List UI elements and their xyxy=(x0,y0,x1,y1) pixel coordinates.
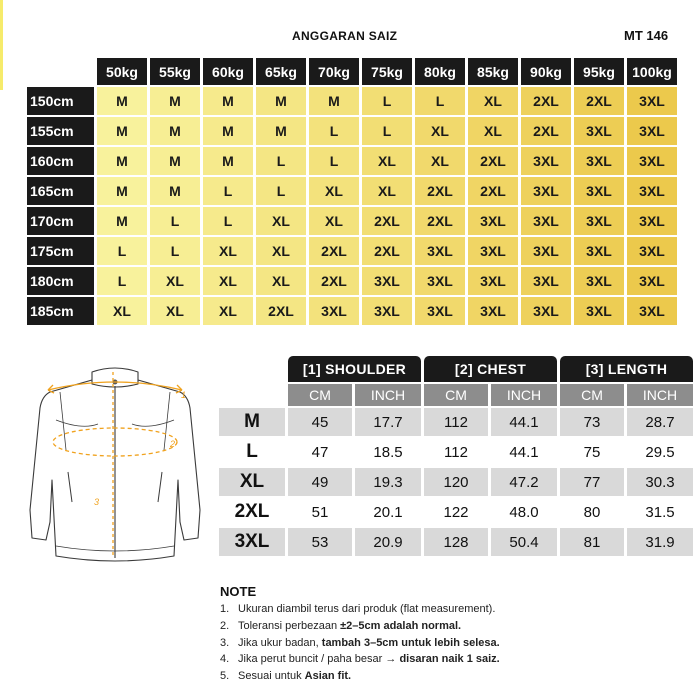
unit-header: CM xyxy=(424,384,488,406)
note-number: 5. xyxy=(220,670,230,683)
size-cell: XL xyxy=(309,207,359,235)
cm-value: 80 xyxy=(560,498,624,526)
size-cell: M xyxy=(309,87,359,115)
weight-header-row xyxy=(27,58,677,85)
note-number: 4. xyxy=(220,653,230,666)
size-cell: 3XL xyxy=(574,237,624,265)
size-matrix-row xyxy=(27,177,677,205)
size-cell: 3XL xyxy=(468,267,518,295)
size-cell: 3XL xyxy=(574,297,624,325)
size-cell: M xyxy=(256,117,306,145)
size-label: XL xyxy=(219,468,285,496)
size-cell: 3XL xyxy=(574,267,624,295)
size-cell: XL xyxy=(203,297,253,325)
weight-header: 90kg xyxy=(521,58,571,85)
size-cell: XL xyxy=(150,297,200,325)
measurement-row xyxy=(219,528,693,556)
chest-header: [2] CHEST xyxy=(424,356,557,382)
size-cell: M xyxy=(150,177,200,205)
weight-header: 65kg xyxy=(256,58,306,85)
size-cell: L xyxy=(362,117,412,145)
size-label: L xyxy=(219,438,285,466)
size-matrix-row xyxy=(27,297,677,325)
size-matrix-row xyxy=(27,237,677,265)
height-header: 155cm xyxy=(27,117,94,145)
size-cell: L xyxy=(309,147,359,175)
note-bold-text: Asian fit. xyxy=(304,670,352,683)
note-bold-text: tambah 3–5cm untuk lebih selesa. xyxy=(321,636,500,649)
size-cell: M xyxy=(150,147,200,175)
measurement-group-row xyxy=(219,356,693,382)
inch-value: 30.3 xyxy=(627,468,693,496)
inch-value: 44.1 xyxy=(491,438,557,466)
size-cell: XL xyxy=(362,177,412,205)
size-cell: M xyxy=(203,87,253,115)
inch-value: 50.4 xyxy=(491,528,557,556)
size-matrix-row xyxy=(27,267,677,295)
note-item xyxy=(220,635,500,652)
inch-value: 18.5 xyxy=(355,438,421,466)
label-2: 2 xyxy=(170,439,176,449)
empty-corner xyxy=(219,384,285,406)
unit-header: CM xyxy=(288,384,352,406)
cm-value: 128 xyxy=(424,528,488,556)
note-item xyxy=(220,668,500,685)
size-cell: XL xyxy=(362,147,412,175)
weight-header: 80kg xyxy=(415,58,465,85)
size-matrix-row xyxy=(27,147,677,175)
size-cell: 2XL xyxy=(521,87,571,115)
size-cell: XL xyxy=(203,237,253,265)
size-cell: M xyxy=(150,87,200,115)
cm-value: 75 xyxy=(560,438,624,466)
size-cell: 2XL xyxy=(256,297,306,325)
cm-value: 122 xyxy=(424,498,488,526)
measurement-body xyxy=(219,408,693,556)
size-label: 2XL xyxy=(219,498,285,526)
size-cell: 3XL xyxy=(627,237,677,265)
measurement-row xyxy=(219,468,693,496)
inch-value: 20.9 xyxy=(355,528,421,556)
size-cell: 2XL xyxy=(362,207,412,235)
size-cell: 3XL xyxy=(627,207,677,235)
size-label: M xyxy=(219,408,285,436)
size-cell: 2XL xyxy=(309,267,359,295)
cm-value: 49 xyxy=(288,468,352,496)
size-cell: 3XL xyxy=(362,297,412,325)
cm-value: 73 xyxy=(560,408,624,436)
size-cell: L xyxy=(256,147,306,175)
size-cell: L xyxy=(150,207,200,235)
size-label: 3XL xyxy=(219,528,285,556)
weight-header: 50kg xyxy=(97,58,147,85)
size-cell: 3XL xyxy=(521,237,571,265)
size-cell: 3XL xyxy=(627,147,677,175)
size-cell: XL xyxy=(256,207,306,235)
note-bold-text: disaran naik 1 saiz. xyxy=(399,653,500,666)
unit-header: CM xyxy=(560,384,624,406)
weight-header: 95kg xyxy=(574,58,624,85)
size-cell: M xyxy=(97,117,147,145)
size-cell: 3XL xyxy=(521,147,571,175)
measurement-row xyxy=(219,498,693,526)
inch-value: 44.1 xyxy=(491,408,557,436)
size-cell: L xyxy=(97,267,147,295)
unit-header: INCH xyxy=(355,384,421,406)
size-cell: XL xyxy=(468,87,518,115)
size-cell: M xyxy=(256,87,306,115)
cm-value: 112 xyxy=(424,438,488,466)
size-cell: M xyxy=(97,147,147,175)
chart-title: ANGGARAN SAIZ xyxy=(292,29,398,43)
size-cell: L xyxy=(256,177,306,205)
inch-value: 29.5 xyxy=(627,438,693,466)
measurement-row xyxy=(219,438,693,466)
size-cell: L xyxy=(97,237,147,265)
unit-header: INCH xyxy=(491,384,557,406)
note-number: 3. xyxy=(220,636,230,649)
size-cell: M xyxy=(97,207,147,235)
inch-value: 31.5 xyxy=(627,498,693,526)
size-cell: M xyxy=(203,147,253,175)
size-cell: 3XL xyxy=(574,147,624,175)
size-cell: XL xyxy=(150,267,200,295)
size-cell: 3XL xyxy=(521,177,571,205)
size-cell: 2XL xyxy=(468,147,518,175)
size-cell: 3XL xyxy=(574,207,624,235)
jacket-diagram xyxy=(20,360,210,570)
size-matrix-body xyxy=(27,87,677,325)
size-matrix-row xyxy=(27,87,677,115)
cm-value: 81 xyxy=(560,528,624,556)
inch-value: 28.7 xyxy=(627,408,693,436)
size-matrix-row xyxy=(27,207,677,235)
size-cell: 3XL xyxy=(415,267,465,295)
size-cell: 3XL xyxy=(309,297,359,325)
size-cell: XL xyxy=(309,177,359,205)
size-cell: 2XL xyxy=(415,207,465,235)
size-cell: 2XL xyxy=(309,237,359,265)
weight-header: 70kg xyxy=(309,58,359,85)
empty-corner xyxy=(219,356,285,382)
note-text: Jika perut buncit / paha besar → xyxy=(238,653,400,666)
size-cell: 3XL xyxy=(627,177,677,205)
size-cell: L xyxy=(203,177,253,205)
height-header: 185cm xyxy=(27,297,94,325)
size-cell: 3XL xyxy=(627,117,677,145)
size-cell: 3XL xyxy=(362,267,412,295)
inch-value: 48.0 xyxy=(491,498,557,526)
weight-header: 55kg xyxy=(150,58,200,85)
size-cell: 2XL xyxy=(415,177,465,205)
measurement-unit-row xyxy=(219,384,693,406)
cm-value: 51 xyxy=(288,498,352,526)
measurement-row xyxy=(219,408,693,436)
note-number: 1. xyxy=(220,603,230,615)
weight-header: 85kg xyxy=(468,58,518,85)
height-header: 170cm xyxy=(27,207,94,235)
weight-header: 100kg xyxy=(627,58,677,85)
size-cell: 2XL xyxy=(574,87,624,115)
size-cell: 3XL xyxy=(627,87,677,115)
cm-value: 47 xyxy=(288,438,352,466)
size-matrix-row xyxy=(27,117,677,145)
note-list xyxy=(220,601,500,685)
size-cell: XL xyxy=(415,117,465,145)
size-cell: M xyxy=(97,177,147,205)
note-item xyxy=(220,651,500,668)
weight-header: 75kg xyxy=(362,58,412,85)
note-bold-text: ±2–5cm adalah normal. xyxy=(340,619,462,632)
size-cell: XL xyxy=(97,297,147,325)
note-item xyxy=(220,601,500,618)
cm-value: 112 xyxy=(424,408,488,436)
model-code: MT 146 xyxy=(624,28,669,43)
note-text: Ukuran diambil terus dari produk (flat measurement). xyxy=(238,603,496,615)
size-cell: XL xyxy=(468,117,518,145)
size-cell: 3XL xyxy=(521,267,571,295)
length-header: [3] LENGTH xyxy=(560,356,693,382)
inch-value: 47.2 xyxy=(491,468,557,496)
size-cell: 3XL xyxy=(415,297,465,325)
size-cell: L xyxy=(415,87,465,115)
weight-header: 60kg xyxy=(203,58,253,85)
size-cell: XL xyxy=(256,237,306,265)
size-cell: M xyxy=(203,117,253,145)
size-cell: L xyxy=(309,117,359,145)
size-cell: 3XL xyxy=(521,297,571,325)
size-cell: 2XL xyxy=(521,117,571,145)
size-cell: 3XL xyxy=(468,297,518,325)
size-cell: L xyxy=(150,237,200,265)
size-cell: 3XL xyxy=(521,207,571,235)
size-cell: 3XL xyxy=(627,267,677,295)
size-cell: 3XL xyxy=(468,237,518,265)
height-header: 160cm xyxy=(27,147,94,175)
label-3: 3 xyxy=(94,497,100,507)
label-1: 1 xyxy=(181,390,187,400)
note-text: Toleransi perbezaan xyxy=(238,619,341,632)
cm-value: 45 xyxy=(288,408,352,436)
yellow-edge-decoration xyxy=(0,0,3,90)
note-item xyxy=(220,618,500,635)
size-cell: 3XL xyxy=(574,177,624,205)
size-cell: XL xyxy=(415,147,465,175)
cm-value: 120 xyxy=(424,468,488,496)
note-text: Sesuai untuk xyxy=(238,670,305,683)
inch-value: 19.3 xyxy=(355,468,421,496)
note-text: Jika ukur badan, xyxy=(238,636,322,649)
size-cell: 3XL xyxy=(415,237,465,265)
size-cell: XL xyxy=(256,267,306,295)
size-cell: M xyxy=(150,117,200,145)
size-cell: 3XL xyxy=(574,117,624,145)
matrix-corner xyxy=(27,58,94,85)
inch-value: 31.9 xyxy=(627,528,693,556)
size-cell: L xyxy=(203,207,253,235)
cm-value: 53 xyxy=(288,528,352,556)
height-header: 180cm xyxy=(27,267,94,295)
inch-value: 17.7 xyxy=(355,408,421,436)
height-header: 150cm xyxy=(27,87,94,115)
size-cell: 3XL xyxy=(627,297,677,325)
size-cell: L xyxy=(362,87,412,115)
size-cell: 2XL xyxy=(468,177,518,205)
height-header: 165cm xyxy=(27,177,94,205)
size-matrix-table xyxy=(24,56,680,327)
measurement-table xyxy=(216,354,696,558)
height-header: 175cm xyxy=(27,237,94,265)
size-cell: 2XL xyxy=(362,237,412,265)
note-number: 2. xyxy=(220,619,230,632)
unit-header: INCH xyxy=(627,384,693,406)
cm-value: 77 xyxy=(560,468,624,496)
size-cell: XL xyxy=(203,267,253,295)
shoulder-header: [1] SHOULDER xyxy=(288,356,421,382)
inch-value: 20.1 xyxy=(355,498,421,526)
size-cell: 3XL xyxy=(468,207,518,235)
size-cell: M xyxy=(97,87,147,115)
note-title: NOTE xyxy=(220,584,257,599)
